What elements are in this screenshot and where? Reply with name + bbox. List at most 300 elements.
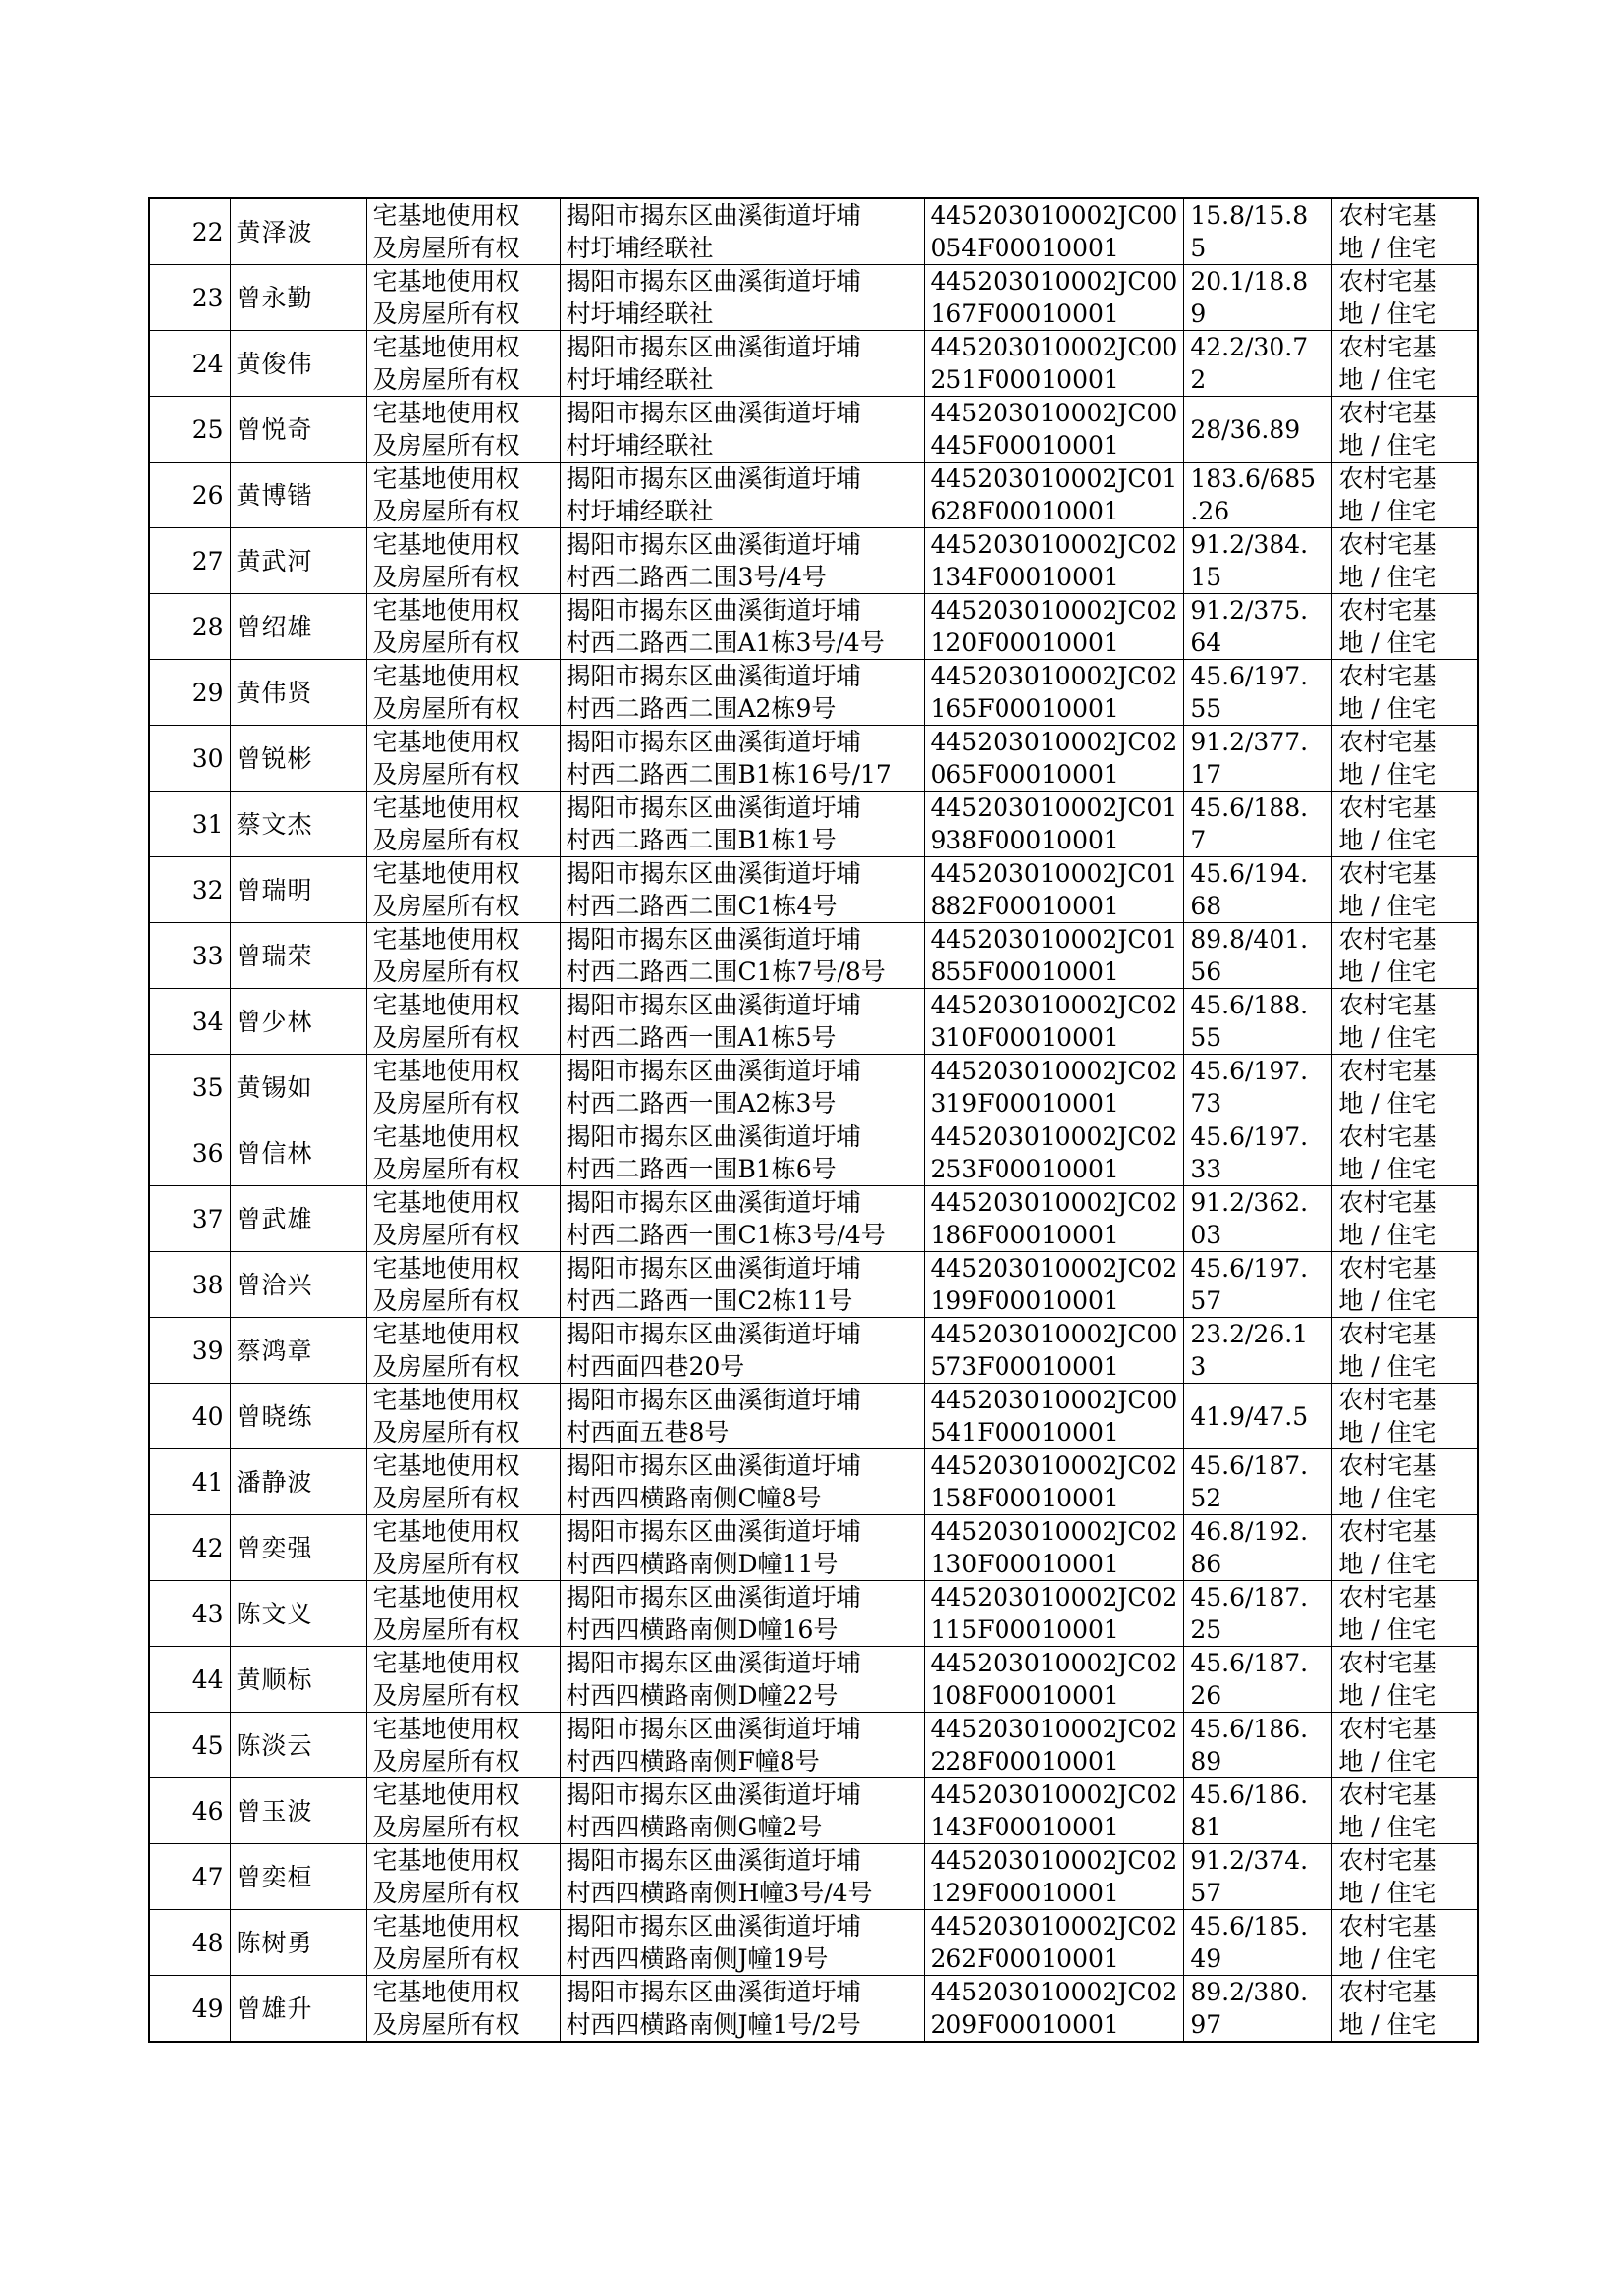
unit-code-line: 445203010002JC01	[930, 925, 1178, 954]
table-row	[149, 857, 1478, 923]
table-row	[149, 1055, 1478, 1120]
land-use-line: 地 / 住宅	[1338, 1155, 1436, 1183]
unit-code-line: 445203010002JC02	[930, 1188, 1178, 1217]
unit-code-line: 445203010002JC02	[930, 991, 1178, 1019]
property-location-line: 村西面四巷20号	[566, 1352, 745, 1381]
land-use	[1332, 1647, 1478, 1713]
property-location-line: 村西二路西一围B1栋6号	[566, 1155, 837, 1183]
land-use	[1332, 1515, 1478, 1581]
right-type	[366, 463, 560, 528]
property-location-line: 揭阳市揭东区曲溪街道圩埔	[566, 1188, 861, 1217]
right-type-line: 宅基地使用权	[372, 333, 520, 361]
land-use-line: 农村宅基	[1338, 596, 1437, 625]
property-location	[560, 265, 924, 331]
table-row	[149, 463, 1478, 528]
land-use-line: 农村宅基	[1338, 1057, 1437, 1085]
right-type-line: 及房屋所有权	[372, 1879, 520, 1907]
land-use	[1332, 1120, 1478, 1186]
unit-code-line: 120F00010001	[930, 628, 1119, 657]
row-number: 38	[149, 1252, 230, 1318]
area-line: 56	[1190, 957, 1222, 986]
table-row	[149, 198, 1478, 265]
property-location	[560, 923, 924, 989]
owner-name: 黄顺标	[230, 1647, 366, 1713]
right-type-line: 宅基地使用权	[372, 201, 520, 230]
land-use-line: 地 / 住宅	[1338, 300, 1436, 328]
land-use-line: 农村宅基	[1338, 662, 1437, 690]
land-use-line: 地 / 住宅	[1338, 1418, 1436, 1447]
land-use-line: 农村宅基	[1338, 1451, 1437, 1480]
land-use-line: 地 / 住宅	[1338, 760, 1436, 789]
right-type-line: 及房屋所有权	[372, 2010, 520, 2039]
owner-name: 曾绍雄	[230, 594, 366, 660]
table-row	[149, 1647, 1478, 1713]
land-use-line: 地 / 住宅	[1338, 628, 1436, 657]
unit-code	[924, 660, 1184, 726]
property-location	[560, 726, 924, 792]
property-location-line: 村圩埔经联社	[566, 431, 714, 460]
right-type-line: 及房屋所有权	[372, 694, 520, 723]
table-row	[149, 1976, 1478, 2043]
unit-code-line: 445203010002JC02	[930, 1122, 1178, 1151]
land-use	[1332, 1055, 1478, 1120]
unit-code-line: 134F00010001	[930, 563, 1119, 591]
land-use	[1332, 1844, 1478, 1910]
unit-code	[924, 1976, 1184, 2043]
land-use-line: 地 / 住宅	[1338, 1089, 1436, 1118]
unit-code-line: 882F00010001	[930, 892, 1119, 920]
property-location-line: 村西四横路南侧D幢22号	[566, 1681, 839, 1710]
area	[1184, 660, 1332, 726]
land-use-line: 地 / 住宅	[1338, 1615, 1436, 1644]
row-number: 29	[149, 660, 230, 726]
area	[1184, 1186, 1332, 1252]
land-use	[1332, 989, 1478, 1055]
land-use-line: 地 / 住宅	[1338, 1221, 1436, 1249]
land-use-line: 农村宅基	[1338, 530, 1437, 559]
right-type-line: 及房屋所有权	[372, 957, 520, 986]
area-line: 23.2/26.1	[1190, 1320, 1309, 1348]
unit-code-line: 445203010002JC02	[930, 1649, 1178, 1677]
land-use-line: 农村宅基	[1338, 333, 1437, 361]
right-type-line: 及房屋所有权	[372, 431, 520, 460]
unit-code-line: 445203010002JC00	[930, 333, 1178, 361]
right-type-line: 宅基地使用权	[372, 793, 520, 822]
right-type	[366, 792, 560, 857]
unit-code-line: 165F00010001	[930, 694, 1119, 723]
unit-code-line: 310F00010001	[930, 1023, 1119, 1052]
right-type-line: 及房屋所有权	[372, 1089, 520, 1118]
land-use	[1332, 594, 1478, 660]
right-type-line: 宅基地使用权	[372, 1057, 520, 1085]
area	[1184, 1976, 1332, 2043]
table-row	[149, 1778, 1478, 1844]
property-location-line: 村西四横路南侧G幢2号	[566, 1813, 823, 1841]
right-type-line: 宅基地使用权	[372, 859, 520, 888]
land-use-line: 农村宅基	[1338, 925, 1437, 954]
property-location-line: 揭阳市揭东区曲溪街道圩埔	[566, 728, 861, 756]
area-line: 45.6/185.	[1190, 1912, 1309, 1940]
unit-code	[924, 1120, 1184, 1186]
row-number: 45	[149, 1713, 230, 1778]
right-type-line: 宅基地使用权	[372, 1978, 520, 2006]
area	[1184, 594, 1332, 660]
land-use	[1332, 198, 1478, 265]
unit-code-line: 253F00010001	[930, 1155, 1119, 1183]
area	[1184, 1120, 1332, 1186]
property-location	[560, 397, 924, 463]
area	[1184, 1844, 1332, 1910]
area-line: 81	[1190, 1813, 1222, 1841]
unit-code-line: 628F00010001	[930, 497, 1119, 525]
row-number: 37	[149, 1186, 230, 1252]
unit-code	[924, 1844, 1184, 1910]
right-type-line: 及房屋所有权	[372, 1747, 520, 1776]
right-type-line: 及房屋所有权	[372, 1418, 520, 1447]
area-line: 45.6/197.	[1190, 1122, 1309, 1151]
right-type-line: 及房屋所有权	[372, 1352, 520, 1381]
unit-code-line: 445203010002JC02	[930, 728, 1178, 756]
property-location-line: 村西四横路南侧F幢8号	[566, 1747, 820, 1776]
area-line: 89.8/401.	[1190, 925, 1309, 954]
area-line: 45.6/197.	[1190, 1254, 1309, 1283]
right-type-line: 宅基地使用权	[372, 728, 520, 756]
right-type	[366, 660, 560, 726]
row-number: 32	[149, 857, 230, 923]
unit-code-line: 445203010002JC00	[930, 1386, 1178, 1414]
land-use-line: 农村宅基	[1338, 201, 1437, 230]
row-number: 44	[149, 1647, 230, 1713]
right-type-line: 及房屋所有权	[372, 1023, 520, 1052]
unit-code	[924, 1384, 1184, 1449]
unit-code-line: 445203010002JC02	[930, 1978, 1178, 2006]
land-use	[1332, 1976, 1478, 2043]
row-number: 23	[149, 265, 230, 331]
row-number: 30	[149, 726, 230, 792]
right-type-line: 宅基地使用权	[372, 991, 520, 1019]
area-line: 57	[1190, 1286, 1222, 1315]
land-use-line: 农村宅基	[1338, 464, 1437, 493]
row-number: 36	[149, 1120, 230, 1186]
property-location-line: 村圩埔经联社	[566, 497, 714, 525]
property-location-line: 揭阳市揭东区曲溪街道圩埔	[566, 1780, 861, 1809]
owner-name: 陈淡云	[230, 1713, 366, 1778]
area-line: 45.6/194.	[1190, 859, 1309, 888]
table-row	[149, 1186, 1478, 1252]
unit-code-line: 445203010002JC02	[930, 1912, 1178, 1940]
property-location	[560, 528, 924, 594]
table-row	[149, 923, 1478, 989]
owner-name: 曾玉波	[230, 1778, 366, 1844]
property-location-line: 揭阳市揭东区曲溪街道圩埔	[566, 1122, 861, 1151]
unit-code	[924, 989, 1184, 1055]
unit-code-line: 445203010002JC00	[930, 201, 1178, 230]
property-location	[560, 1318, 924, 1384]
land-use-line: 地 / 住宅	[1338, 234, 1436, 262]
area	[1184, 1910, 1332, 1976]
owner-name: 曾锐彬	[230, 726, 366, 792]
land-use-line: 地 / 住宅	[1338, 1681, 1436, 1710]
unit-code-line: 130F00010001	[930, 1550, 1119, 1578]
property-location	[560, 198, 924, 265]
unit-code	[924, 1252, 1184, 1318]
registration-table	[148, 197, 1479, 2043]
property-location	[560, 1186, 924, 1252]
table-row	[149, 660, 1478, 726]
right-type-line: 宅基地使用权	[372, 1254, 520, 1283]
land-use	[1332, 1713, 1478, 1778]
unit-code	[924, 1647, 1184, 1713]
right-type-line: 宅基地使用权	[372, 1583, 520, 1612]
land-use-line: 地 / 住宅	[1338, 497, 1436, 525]
property-location	[560, 1778, 924, 1844]
land-use-line: 地 / 住宅	[1338, 1747, 1436, 1776]
land-use-line: 农村宅基	[1338, 1583, 1437, 1612]
owner-name: 蔡文杰	[230, 792, 366, 857]
owner-name: 曾瑞明	[230, 857, 366, 923]
owner-name: 曾悦奇	[230, 397, 366, 463]
property-location-line: 揭阳市揭东区曲溪街道圩埔	[566, 1846, 861, 1875]
right-type	[366, 1515, 560, 1581]
area	[1184, 198, 1332, 265]
unit-code	[924, 1055, 1184, 1120]
unit-code-line: 445203010002JC02	[930, 1451, 1178, 1480]
right-type-line: 及房屋所有权	[372, 1681, 520, 1710]
property-location-line: 村西二路西二围3号/4号	[566, 563, 827, 591]
right-type	[366, 857, 560, 923]
owner-name: 曾信林	[230, 1120, 366, 1186]
right-type	[366, 265, 560, 331]
right-type	[366, 331, 560, 397]
property-location	[560, 1384, 924, 1449]
area-line: 52	[1190, 1484, 1222, 1512]
land-use-line: 地 / 住宅	[1338, 1484, 1436, 1512]
unit-code-line: 186F00010001	[930, 1221, 1119, 1249]
unit-code-line: 445203010002JC01	[930, 859, 1178, 888]
area-line: 89	[1190, 1747, 1222, 1776]
land-use	[1332, 726, 1478, 792]
unit-code-line: 445203010002JC02	[930, 662, 1178, 690]
unit-code-line: 445203010002JC00	[930, 399, 1178, 427]
row-number: 47	[149, 1844, 230, 1910]
property-location	[560, 1910, 924, 1976]
table-row	[149, 397, 1478, 463]
area	[1184, 989, 1332, 1055]
area	[1184, 1449, 1332, 1515]
area-line: 91.2/362.	[1190, 1188, 1309, 1217]
unit-code	[924, 331, 1184, 397]
owner-name: 蔡鸿章	[230, 1318, 366, 1384]
area-line: 45.6/187.	[1190, 1451, 1309, 1480]
unit-code-line: 108F00010001	[930, 1681, 1119, 1710]
row-number: 25	[149, 397, 230, 463]
area-line: 89.2/380.	[1190, 1978, 1309, 2006]
unit-code	[924, 857, 1184, 923]
right-type-line: 宅基地使用权	[372, 1451, 520, 1480]
row-number: 46	[149, 1778, 230, 1844]
row-number: 26	[149, 463, 230, 528]
area	[1184, 528, 1332, 594]
land-use-line: 农村宅基	[1338, 399, 1437, 427]
right-type-line: 及房屋所有权	[372, 760, 520, 789]
property-location	[560, 1581, 924, 1647]
area	[1184, 331, 1332, 397]
unit-code-line: 445203010002JC02	[930, 1254, 1178, 1283]
property-location	[560, 1976, 924, 2043]
area-line: 91.2/384.	[1190, 530, 1309, 559]
row-number: 34	[149, 989, 230, 1055]
owner-name: 曾少林	[230, 989, 366, 1055]
property-location-line: 村西二路西二围B1栋1号	[566, 826, 837, 854]
property-location-line: 揭阳市揭东区曲溪街道圩埔	[566, 793, 861, 822]
land-use-line: 农村宅基	[1338, 1715, 1437, 1743]
right-type-line: 宅基地使用权	[372, 464, 520, 493]
area-line: 45.6/197.	[1190, 662, 1309, 690]
right-type	[366, 1318, 560, 1384]
land-use-line: 农村宅基	[1338, 267, 1437, 296]
row-number: 28	[149, 594, 230, 660]
area-line: 2	[1190, 365, 1207, 394]
table-row	[149, 528, 1478, 594]
table-row	[149, 331, 1478, 397]
unit-code	[924, 1318, 1184, 1384]
land-use	[1332, 397, 1478, 463]
property-location-line: 村西二路西二围A1栋3号/4号	[566, 628, 885, 657]
area	[1184, 792, 1332, 857]
land-use-line: 农村宅基	[1338, 1188, 1437, 1217]
land-use-line: 地 / 住宅	[1338, 2010, 1436, 2039]
owner-name: 黄泽波	[230, 198, 366, 265]
land-use-line: 地 / 住宅	[1338, 1813, 1436, 1841]
table-row	[149, 1252, 1478, 1318]
property-location-line: 揭阳市揭东区曲溪街道圩埔	[566, 530, 861, 559]
table-row	[149, 792, 1478, 857]
unit-code-line: 445203010002JC02	[930, 530, 1178, 559]
property-location-line: 揭阳市揭东区曲溪街道圩埔	[566, 399, 861, 427]
row-number: 40	[149, 1384, 230, 1449]
land-use-line: 农村宅基	[1338, 1517, 1437, 1546]
land-use-line: 地 / 住宅	[1338, 694, 1436, 723]
land-use	[1332, 660, 1478, 726]
unit-code	[924, 1910, 1184, 1976]
table-row	[149, 265, 1478, 331]
area	[1184, 857, 1332, 923]
land-use-line: 农村宅基	[1338, 1912, 1437, 1940]
owner-name: 曾奕强	[230, 1515, 366, 1581]
owner-name: 黄伟贤	[230, 660, 366, 726]
area-line: 42.2/30.7	[1190, 333, 1309, 361]
area-line: 15.8/15.8	[1190, 201, 1309, 230]
property-location	[560, 1449, 924, 1515]
property-location-line: 村西四横路南侧D幢11号	[566, 1550, 839, 1578]
property-location-line: 村西四横路南侧J幢1号/2号	[566, 2010, 861, 2039]
row-number: 49	[149, 1976, 230, 2043]
property-location-line: 揭阳市揭东区曲溪街道圩埔	[566, 1978, 861, 2006]
area	[1184, 923, 1332, 989]
unit-code	[924, 594, 1184, 660]
owner-name: 黄锡如	[230, 1055, 366, 1120]
property-location-line: 揭阳市揭东区曲溪街道圩埔	[566, 1517, 861, 1546]
property-location-line: 揭阳市揭东区曲溪街道圩埔	[566, 1254, 861, 1283]
property-location-line: 村西四横路南侧C幢8号	[566, 1484, 822, 1512]
property-location-line: 村西二路西二围C1栋7号/8号	[566, 957, 886, 986]
owner-name: 黄武河	[230, 528, 366, 594]
property-location-line: 村西二路西二围C1栋4号	[566, 892, 838, 920]
unit-code-line: 445203010002JC00	[930, 1320, 1178, 1348]
property-location-line: 揭阳市揭东区曲溪街道圩埔	[566, 1451, 861, 1480]
property-location-line: 揭阳市揭东区曲溪街道圩埔	[566, 596, 861, 625]
unit-code	[924, 1515, 1184, 1581]
area	[1184, 1055, 1332, 1120]
land-use-line: 地 / 住宅	[1338, 1879, 1436, 1907]
unit-code-line: 445F00010001	[930, 431, 1119, 460]
right-type-line: 及房屋所有权	[372, 234, 520, 262]
area-line: 91.2/377.	[1190, 728, 1309, 756]
right-type-line: 宅基地使用权	[372, 1517, 520, 1546]
unit-code-line: 445203010002JC02	[930, 1780, 1178, 1809]
area	[1184, 1713, 1332, 1778]
unit-code-line: 129F00010001	[930, 1879, 1119, 1907]
table-row	[149, 1581, 1478, 1647]
property-location-line: 揭阳市揭东区曲溪街道圩埔	[566, 1057, 861, 1085]
area-line: 73	[1190, 1089, 1222, 1118]
area	[1184, 726, 1332, 792]
land-use	[1332, 1318, 1478, 1384]
property-location	[560, 1055, 924, 1120]
unit-code-line: 445203010002JC02	[930, 1583, 1178, 1612]
property-location	[560, 1515, 924, 1581]
unit-code-line: 054F00010001	[930, 234, 1119, 262]
unit-code-line: 251F00010001	[930, 365, 1119, 394]
area-line: 33	[1190, 1155, 1222, 1183]
row-number: 35	[149, 1055, 230, 1120]
right-type	[366, 1581, 560, 1647]
right-type	[366, 989, 560, 1055]
property-location	[560, 1647, 924, 1713]
unit-code	[924, 792, 1184, 857]
property-location	[560, 792, 924, 857]
table-row	[149, 1318, 1478, 1384]
unit-code-line: 115F00010001	[930, 1615, 1119, 1644]
unit-code-line: 573F00010001	[930, 1352, 1119, 1381]
property-location	[560, 1844, 924, 1910]
property-location-line: 揭阳市揭东区曲溪街道圩埔	[566, 1583, 861, 1612]
table-row	[149, 726, 1478, 792]
right-type-line: 及房屋所有权	[372, 365, 520, 394]
right-type	[366, 1252, 560, 1318]
table-row	[149, 989, 1478, 1055]
right-type-line: 宅基地使用权	[372, 662, 520, 690]
unit-code-line: 228F00010001	[930, 1747, 1119, 1776]
property-location	[560, 1713, 924, 1778]
area-line: 3	[1190, 1352, 1207, 1381]
row-number: 39	[149, 1318, 230, 1384]
area-line: 68	[1190, 892, 1222, 920]
land-use-line: 地 / 住宅	[1338, 1550, 1436, 1578]
property-location-line: 揭阳市揭东区曲溪街道圩埔	[566, 859, 861, 888]
land-use	[1332, 1186, 1478, 1252]
land-use-line: 地 / 住宅	[1338, 892, 1436, 920]
land-use	[1332, 1910, 1478, 1976]
area-line: 91.2/374.	[1190, 1846, 1309, 1875]
property-location-line: 揭阳市揭东区曲溪街道圩埔	[566, 267, 861, 296]
unit-code-line: 158F00010001	[930, 1484, 1119, 1512]
unit-code-line: 855F00010001	[930, 957, 1119, 986]
property-location-line: 揭阳市揭东区曲溪街道圩埔	[566, 662, 861, 690]
area	[1184, 1647, 1332, 1713]
row-number: 43	[149, 1581, 230, 1647]
owner-name: 黄俊伟	[230, 331, 366, 397]
